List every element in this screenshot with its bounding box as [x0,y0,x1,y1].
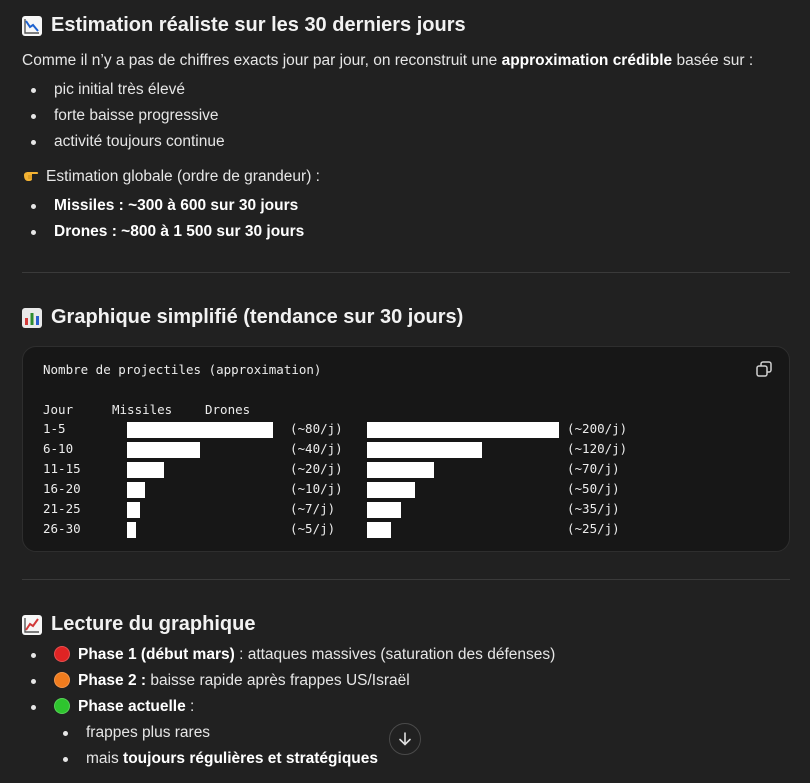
drones-value-label: (~70/j) [567,461,620,476]
drones-bar [367,422,559,438]
missiles-value-label: (~80/j) [290,421,343,436]
green-circle-icon [54,698,70,714]
list-item: mais toujours régulières et stratégiques [54,746,378,772]
section-title-estimation: Estimation réaliste sur les 30 derniers jours [22,14,466,37]
divider [22,272,790,273]
drones-bar [367,442,482,458]
intro-paragraph: Comme il n’y a pas de chiffres exacts jour par jour, on reconstruit une approximation crédible basée sur : [22,52,754,69]
arrow-down-icon [397,731,413,747]
divider [22,579,790,580]
basis-list [22,77,225,155]
list-item: Missiles : ~300 à 600 sur 30 jours [22,193,304,219]
drones-value-label: (~35/j) [567,501,620,516]
missiles-bar [127,522,136,538]
chart-title: Nombre de projectiles (approximation) [43,362,322,377]
drones-value-label: (~120/j) [567,441,628,456]
drones-value-label: (~200/j) [567,421,628,436]
missiles-value-label: (~5/j) [290,521,336,536]
chart-decreasing-icon [22,16,42,36]
drones-bar [367,462,434,478]
list-item: Phase actuelle : [22,694,555,720]
missiles-value-label: (~10/j) [290,481,343,496]
scroll-down-button[interactable] [389,723,421,755]
section-title-chart: Graphique simplifié (tendance sur 30 jours) [22,306,463,329]
chart-xlabel: Jour [43,402,74,417]
missiles-bar [127,502,140,518]
estimate-list [22,193,304,245]
drones-value-label: (~50/j) [567,481,620,496]
pointing-hand-icon [22,166,40,184]
list-item: Drones : ~800 à 1 500 sur 30 jours [22,219,304,245]
list-item: frappes plus rares [54,720,378,746]
drones-bar [367,522,391,538]
missiles-value-label: (~7/j) [290,501,336,516]
chart-category-label: 21-25 [43,501,81,516]
legend-missiles: Missiles [112,402,173,417]
phase-list [22,642,555,720]
missiles-value-label: (~20/j) [290,461,343,476]
estimate-label: Estimation globale (ordre de grandeur) : [22,164,320,190]
chart-category-label: 26-30 [43,521,81,536]
drones-bar [367,482,415,498]
chart-category-label: 16-20 [43,481,81,496]
code-block [22,346,790,552]
chart-category-label: 11-15 [43,461,81,476]
chart-category-label: 6-10 [43,441,74,456]
legend-drones: Drones [205,402,251,417]
bar-chart-icon [22,308,42,328]
drones-value-label: (~25/j) [567,521,620,536]
list-item: activité toujours continue [22,129,225,155]
missiles-bar [127,422,273,438]
list-item: forte baisse progressive [22,103,225,129]
section-title-reading: Lecture du graphique [22,613,255,636]
chart-increasing-icon [22,615,42,635]
list-item: pic initial très élevé [22,77,225,103]
copy-icon[interactable] [755,360,773,378]
list-item: Phase 1 (début mars) : attaques massives (saturation des défenses) [22,642,555,668]
missiles-bar [127,482,145,498]
missiles-bar [127,462,164,478]
drones-bar [367,502,401,518]
list-item: Phase 2 : baisse rapide après frappes US/Israël [22,668,555,694]
red-circle-icon [54,646,70,662]
missiles-bar [127,442,200,458]
missiles-value-label: (~40/j) [290,441,343,456]
orange-circle-icon [54,672,70,688]
chart-category-label: 1-5 [43,421,66,436]
phase-sub-list [54,720,378,772]
